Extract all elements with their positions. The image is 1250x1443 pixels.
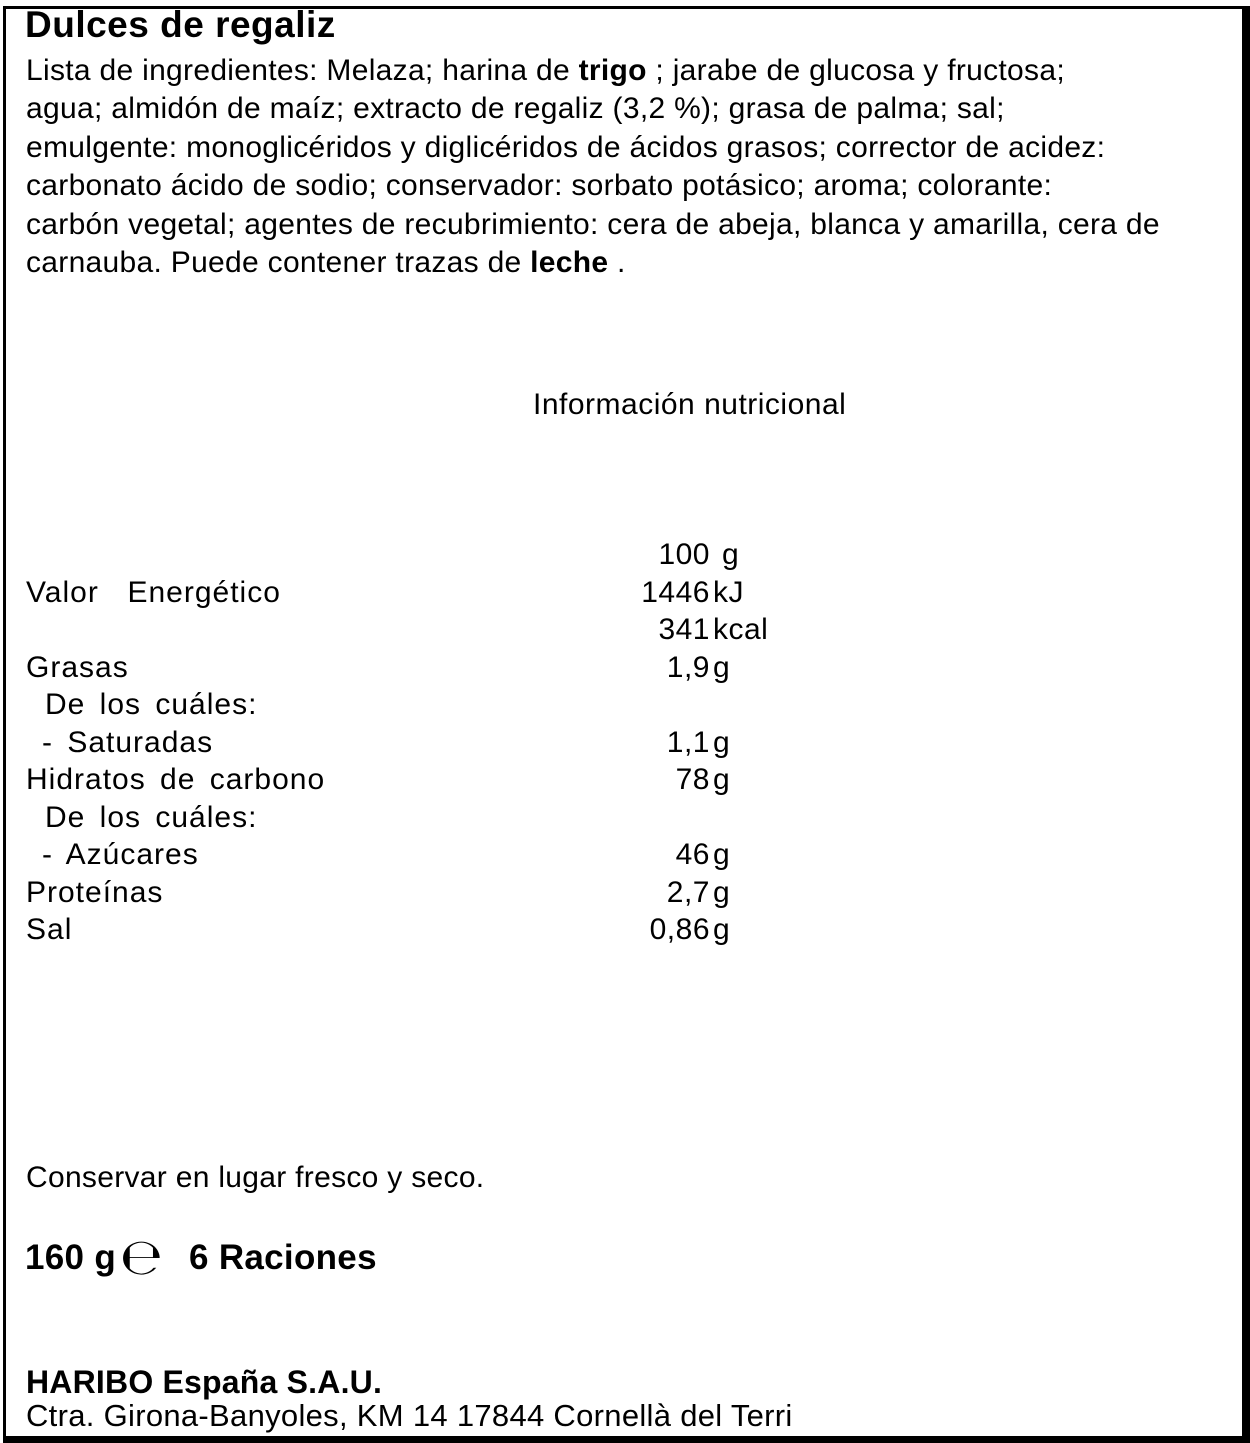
nutrient-label: Hidratos de carbono [26,763,326,796]
ingredients-text: Lista de ingredientes: Melaza; harina de [26,54,579,87]
ingredients-text: carnauba. Puede contener trazas de [26,246,531,280]
manufacturer-address: Ctra. Girona-Banyoles, KM 14 17844 Cornellà del Terri [26,1398,793,1433]
ingredients-paragraph [26,52,1226,282]
nutrient-value: 1446 [641,575,710,609]
net-weight-line [25,1228,377,1286]
nutrition-heading: Información nutricional [533,388,847,421]
nutrient-unit: g [713,725,731,759]
nutrient-unit: kcal [713,613,769,646]
nutrient-label: - Azúcares [42,838,199,871]
nutrient-unit: g [713,913,731,946]
nutrient-value: 1,1 [666,725,710,759]
nutrition-row [0,911,1250,949]
nutrient-value: 1,9 [666,650,710,684]
ingredients-text: agua; almidón de maíz; extracto de regaliz (3,2 %); grasa de palma; sal; [26,92,1005,126]
ingredients-line [26,90,1226,128]
nutrition-row [0,836,1250,874]
nutrient-label: De los cuáles: [45,800,258,834]
servings-count: 6 Raciones [189,1238,377,1277]
nutrient-unit: g [713,650,731,684]
ingredients-line [26,167,1226,205]
nutrient-value: 78 [675,763,710,796]
nutrition-row [0,799,1250,837]
product-title: Dulces de regaliz [25,4,336,45]
nutrient-unit: kJ [713,575,744,609]
manufacturer-name: HARIBO España S.A.U. [26,1364,383,1400]
ingredients-line [26,52,1226,90]
allergen-text: leche [530,246,609,280]
nutrient-unit: g [713,838,731,871]
allergen-text: trigo [578,54,647,87]
nutrient-unit: g [713,875,731,909]
nutrition-row [0,536,1250,574]
nutrient-label: Sal [26,913,73,946]
nutrient-value: 46 [675,838,710,871]
nutrition-row [0,686,1250,724]
nutrition-row [0,574,1250,612]
nutrient-label: Grasas [26,650,129,684]
ingredients-text: . [608,246,626,280]
nutrient-value: 2,7 [666,875,710,909]
nutrient-value: 0,86 [649,913,710,946]
ingredients-text: emulgente: monoglicéridos y diglicéridos de ácidos grasos; corrector de acidez: [26,130,1106,164]
nutrition-row [0,761,1250,799]
nutrition-table [0,536,1250,949]
ingredients-text: carbón vegetal; agentes de recubrimiento: cera de abeja, blanca y amarilla, cera de [26,207,1160,241]
nutrient-unit: g [713,763,731,796]
nutrient-unit: g [722,538,740,571]
nutrition-row [0,874,1250,912]
nutrient-label: Valor Energético [26,575,281,609]
nutrient-value: 100 [658,538,710,571]
nutrition-row [0,611,1250,649]
nutrient-value: 341 [658,613,710,646]
estimated-sign: ℮ [120,1228,164,1286]
nutrition-row [0,724,1250,762]
nutrition-row [0,649,1250,687]
ingredients-text: ; jarabe de glucosa y fructosa; [646,54,1065,87]
ingredients-text: carbonato ácido de sodio; conservador: sorbato potásico; aroma; colorante: [26,169,1053,203]
nutrient-label: Proteínas [26,875,164,909]
ingredients-line [26,206,1226,244]
net-weight-amount: 160 g [25,1238,116,1277]
storage-instructions: Conservar en lugar fresco y seco. [26,1161,485,1194]
nutrient-label: - Saturadas [42,725,214,759]
nutrient-label: De los cuáles: [45,688,258,721]
ingredients-line [26,129,1226,167]
ingredients-line [26,244,1226,282]
